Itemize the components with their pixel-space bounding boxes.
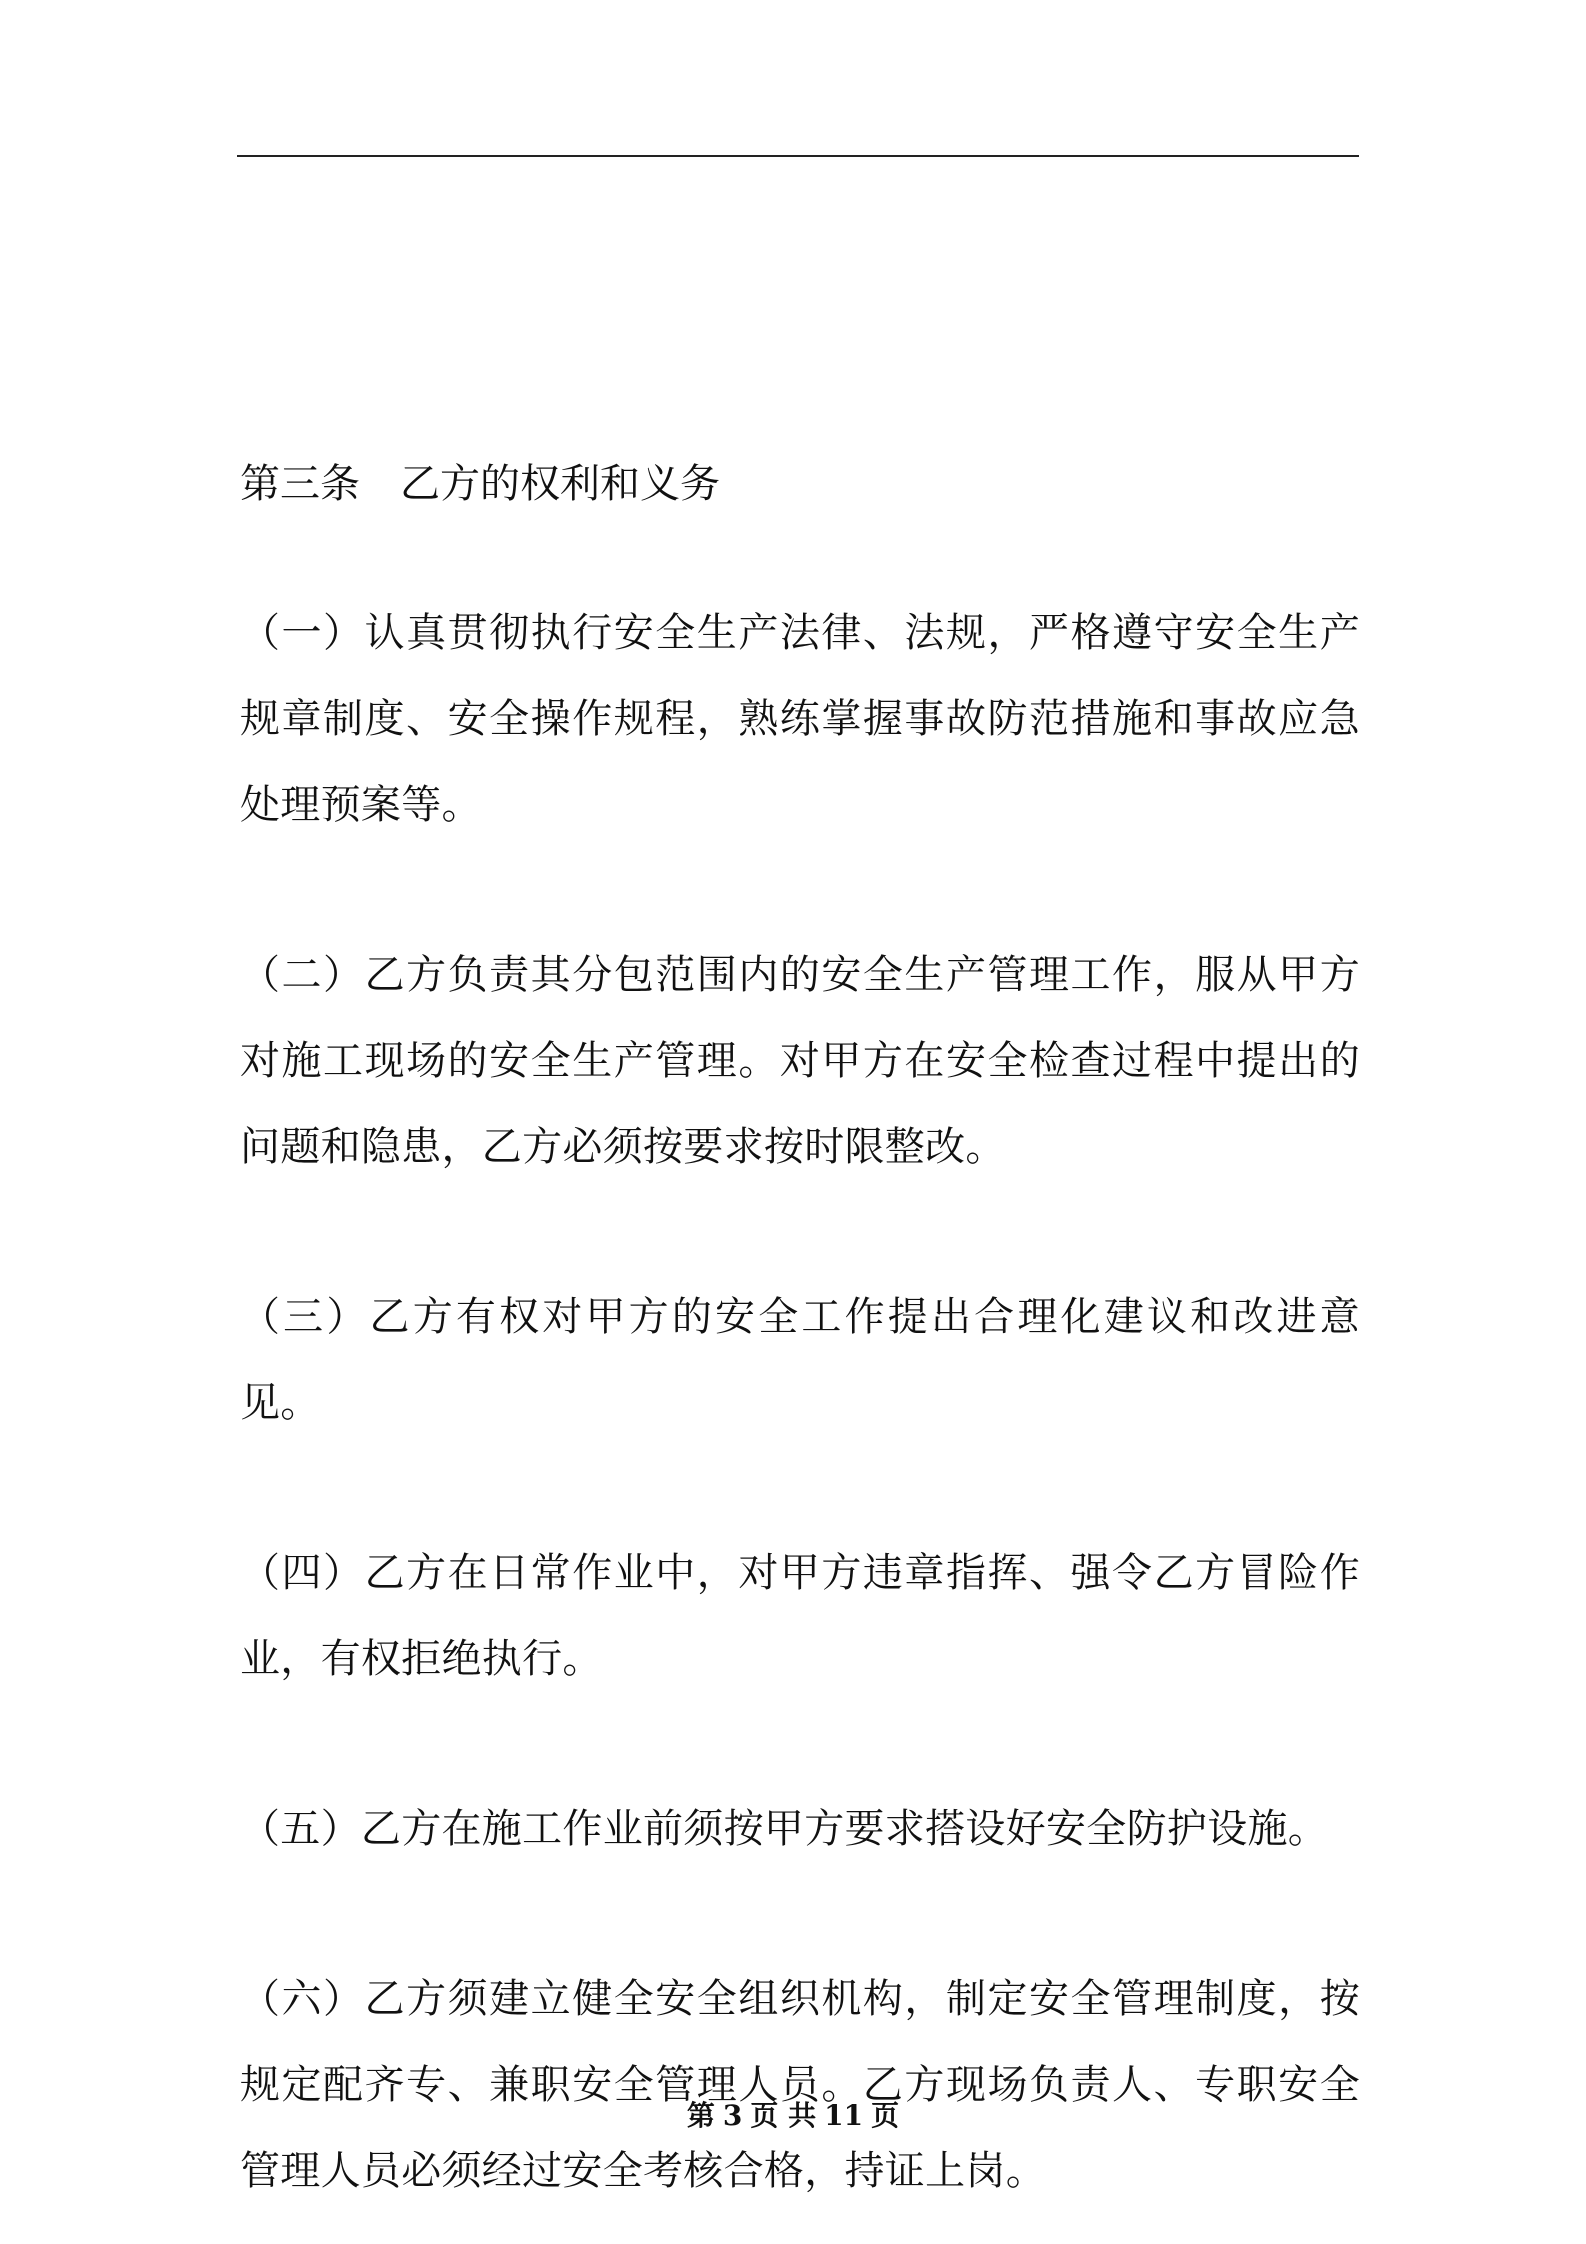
document-body bbox=[240, 452, 1360, 2214]
footer-middle: 页 共 bbox=[750, 2099, 817, 2132]
clause-4: （四）乙方在日常作业中，对甲方违章指挥、强令乙方冒险作业，有权拒绝执行。 bbox=[240, 1550, 1360, 1682]
clause-1: （一）认真贯彻执行安全生产法律、法规，严格遵守安全生产规章制度、安全操作规程，熟练掌握事故防范措施和事故应急处理预案等。 bbox=[240, 610, 1360, 828]
total-page-count: 11 bbox=[824, 2099, 864, 2132]
clause-5: （五）乙方在施工作业前须按甲方要求搭设好安全防护设施。 bbox=[240, 1806, 1329, 1852]
clause-2: （二）乙方负责其分包范围内的安全生产管理工作，服从甲方对施工现场的安全生产管理。对甲方在安全检查过程中提出的问题和隐患，乙方必须按要求按时限整改。 bbox=[240, 952, 1360, 1170]
footer-suffix: 页 bbox=[871, 2099, 900, 2132]
section-title: 第三条 乙方的权利和义务 bbox=[240, 461, 720, 507]
clause-6: （六）乙方须建立健全安全组织机构，制定安全管理制度，按规定配齐专、兼职安全管理人员。乙方现场负责人、专职安全管理人员必须经过安全考核合格，持证上岗。 bbox=[240, 1976, 1360, 2194]
current-page-number: 3 bbox=[722, 2099, 743, 2132]
page-number-footer bbox=[0, 2098, 1586, 2134]
clause-3: （三）乙方有权对甲方的安全工作提出合理化建议和改进意见。 bbox=[240, 1294, 1360, 1426]
footer-prefix: 第 bbox=[686, 2099, 715, 2132]
header-rule bbox=[237, 155, 1359, 157]
